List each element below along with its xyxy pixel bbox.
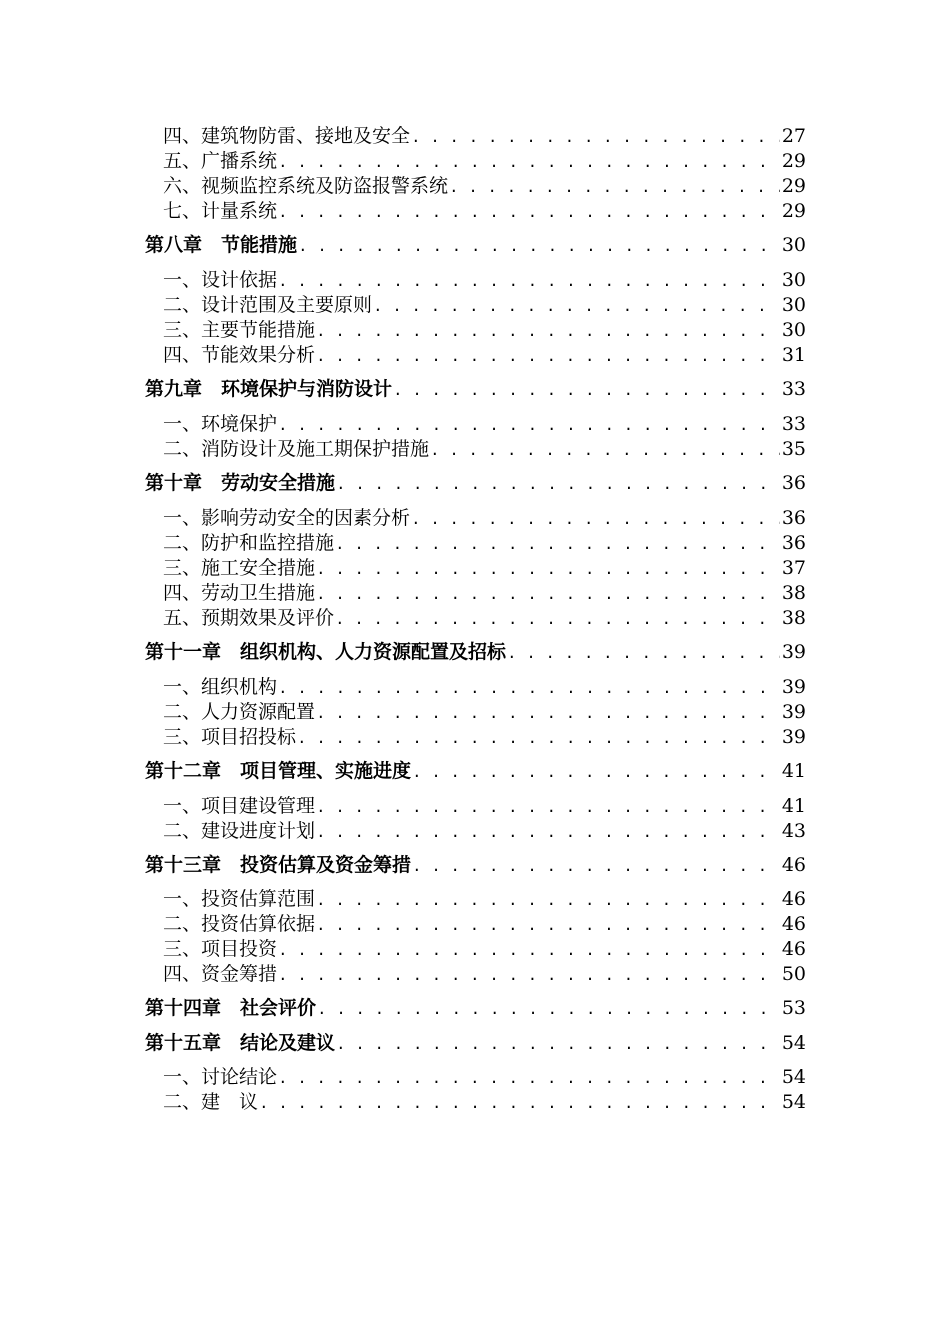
toc-entry-title: 一、影响劳动安全的因素分析 [163, 507, 411, 529]
toc-entry-page-number: 29 [781, 150, 806, 172]
toc-entry-section[interactable] [163, 724, 806, 750]
toc-entry-section[interactable] [163, 580, 806, 606]
toc-entry-page-number: 46 [781, 913, 806, 935]
toc-entry-page-number: 54 [781, 1066, 806, 1088]
toc-entry-page-number: 30 [781, 319, 806, 341]
toc-entry-chapter[interactable] [145, 758, 806, 784]
dot-leader [335, 1032, 780, 1056]
dot-leader [372, 294, 780, 318]
toc-entry-page-number: 41 [781, 760, 806, 782]
toc-chapter-title: 第九章 环境保护与消防设计 [145, 378, 393, 400]
dot-leader [277, 938, 780, 962]
toc-entry-title: 六、视频监控系统及防盗报警系统 [163, 175, 449, 197]
dot-leader [334, 532, 780, 556]
toc-entry-page-number: 27 [781, 125, 806, 147]
toc-entry-title: 五、广播系统 [163, 150, 278, 172]
dot-leader [448, 175, 780, 199]
dot-leader [392, 378, 780, 402]
toc-entry-page-number: 43 [781, 820, 806, 842]
toc-entry-title: 四、建筑物防雷、接地及安全 [163, 125, 411, 147]
toc-entry-title: 四、资金筹措 [163, 963, 278, 985]
toc-entry-section[interactable] [163, 342, 806, 368]
toc-entry-title: 三、项目招投标 [163, 726, 297, 748]
toc-entry-title: 一、环境保护 [163, 413, 278, 435]
toc-entry-page-number: 30 [781, 269, 806, 291]
dot-leader [297, 234, 780, 258]
dot-leader [277, 413, 780, 437]
toc-entry-chapter[interactable] [145, 995, 806, 1021]
toc-entry-title: 一、投资估算范围 [163, 888, 316, 910]
toc-entry-title: 二、设计范围及主要原则 [163, 294, 373, 316]
toc-entry-title: 一、组织机构 [163, 676, 278, 698]
dot-leader [296, 726, 780, 750]
toc-entry-section[interactable] [163, 793, 806, 819]
toc-entry-title: 七、计量系统 [163, 200, 278, 222]
toc-entry-title: 四、劳动卫生措施 [163, 582, 316, 604]
toc-entry-section[interactable] [163, 317, 806, 343]
dot-leader [277, 963, 780, 987]
dot-leader [316, 997, 780, 1021]
toc-entry-page-number: 54 [781, 1032, 806, 1054]
toc-entry-page-number: 39 [781, 641, 806, 663]
toc-entry-page-number: 41 [781, 795, 806, 817]
dot-leader [410, 125, 780, 149]
toc-chapter-title: 第十五章 结论及建议 [145, 1032, 336, 1054]
toc-entry-chapter[interactable] [145, 232, 806, 258]
dot-leader [315, 344, 780, 368]
dot-leader [429, 438, 780, 462]
toc-entry-page-number: 37 [781, 557, 806, 579]
toc-entry-section[interactable] [163, 699, 806, 725]
toc-entry-section[interactable] [163, 123, 806, 149]
toc-entry-title: 二、人力资源配置 [163, 701, 316, 723]
toc-entry-title: 二、建 议 [163, 1091, 259, 1113]
toc-entry-page-number: 50 [781, 963, 806, 985]
dot-leader [315, 582, 780, 606]
toc-entry-section[interactable] [163, 1064, 806, 1090]
toc-entry-page-number: 39 [781, 726, 806, 748]
toc-entry-page-number: 30 [781, 234, 806, 256]
toc-entry-chapter[interactable] [145, 639, 806, 665]
toc-entry-title: 五、预期效果及评价 [163, 607, 335, 629]
toc-entry-page-number: 36 [781, 472, 806, 494]
dot-leader [315, 820, 780, 844]
toc-entry-page-number: 29 [781, 200, 806, 222]
toc-entry-section[interactable] [163, 198, 806, 224]
toc-entry-section[interactable] [163, 961, 806, 987]
toc-entry-title: 二、建设进度计划 [163, 820, 316, 842]
toc-entry-page-number: 39 [781, 701, 806, 723]
toc-entry-title: 一、设计依据 [163, 269, 278, 291]
toc-entry-chapter[interactable] [145, 852, 806, 878]
dot-leader [277, 1066, 780, 1090]
dot-leader [277, 200, 780, 224]
toc-entry-page-number: 38 [781, 607, 806, 629]
toc-entry-page-number: 30 [781, 294, 806, 316]
toc-entry-section[interactable] [163, 411, 806, 437]
toc-entry-title: 三、项目投资 [163, 938, 278, 960]
toc-entry-page-number: 53 [781, 997, 806, 1019]
toc-chapter-title: 第十三章 投资估算及资金筹措 [145, 854, 412, 876]
toc-entry-section[interactable] [163, 674, 806, 700]
dot-leader [315, 701, 780, 725]
toc-entry-page-number: 46 [781, 888, 806, 910]
dot-leader [315, 319, 780, 343]
toc-entry-page-number: 33 [781, 378, 806, 400]
toc-entry-title: 二、防护和监控措施 [163, 532, 335, 554]
toc-entry-chapter[interactable] [145, 376, 806, 402]
toc-entry-title: 一、讨论结论 [163, 1066, 278, 1088]
toc-entry-title: 二、消防设计及施工期保护措施 [163, 438, 430, 460]
toc-entry-section[interactable] [163, 530, 806, 556]
toc-entry-page-number: 36 [781, 507, 806, 529]
toc-entry-chapter[interactable] [145, 470, 806, 496]
toc-entry-title: 三、主要节能措施 [163, 319, 316, 341]
toc-entry-page-number: 33 [781, 413, 806, 435]
toc-entry-page-number: 38 [781, 582, 806, 604]
toc-entry-section[interactable] [163, 605, 806, 631]
dot-leader [277, 269, 780, 293]
dot-leader [315, 557, 780, 581]
toc-chapter-title: 第十一章 组织机构、人力资源配置及招标 [145, 641, 507, 663]
toc-entry-section[interactable] [163, 173, 806, 199]
toc-entry-page-number: 39 [781, 676, 806, 698]
dot-leader [277, 676, 780, 700]
toc-entry-section[interactable] [163, 267, 806, 293]
dot-leader [334, 607, 780, 631]
dot-leader [315, 795, 780, 819]
dot-leader [411, 760, 780, 784]
toc-entry-section[interactable] [163, 818, 806, 844]
toc-entry-title: 三、施工安全措施 [163, 557, 316, 579]
toc-entry-section[interactable] [163, 555, 806, 581]
toc-entry-section[interactable] [163, 936, 806, 962]
toc-entry-section[interactable] [163, 886, 806, 912]
toc-entry-section[interactable] [163, 292, 806, 318]
toc-entry-page-number: 29 [781, 175, 806, 197]
dot-leader [410, 507, 780, 531]
dot-leader [277, 150, 780, 174]
toc-entry-page-number: 54 [781, 1091, 806, 1113]
dot-leader [335, 472, 780, 496]
dot-leader [411, 854, 780, 878]
toc-entry-title: 四、节能效果分析 [163, 344, 316, 366]
toc-chapter-title: 第十二章 项目管理、实施进度 [145, 760, 412, 782]
toc-entry-page-number: 35 [781, 438, 806, 460]
toc-chapter-title: 第十四章 社会评价 [145, 997, 317, 1019]
toc-entry-section[interactable] [163, 436, 806, 462]
toc-entry-section[interactable] [163, 911, 806, 937]
dot-leader [315, 888, 780, 912]
toc-entry-page-number: 31 [781, 344, 806, 366]
dot-leader [315, 913, 780, 937]
toc-entry-title: 二、投资估算依据 [163, 913, 316, 935]
dot-leader [258, 1091, 780, 1115]
toc-entry-section[interactable] [163, 505, 806, 531]
toc-entry-chapter[interactable] [145, 1030, 806, 1056]
toc-entry-page-number: 36 [781, 532, 806, 554]
toc-entry-title: 一、项目建设管理 [163, 795, 316, 817]
toc-entry-page-number: 46 [781, 938, 806, 960]
toc-entry-page-number: 46 [781, 854, 806, 876]
dot-leader [506, 641, 780, 665]
toc-chapter-title: 第十章 劳动安全措施 [145, 472, 336, 494]
toc-chapter-title: 第八章 节能措施 [145, 234, 298, 256]
toc-entry-section[interactable] [163, 148, 806, 174]
toc-entry-section[interactable] [163, 1089, 806, 1115]
